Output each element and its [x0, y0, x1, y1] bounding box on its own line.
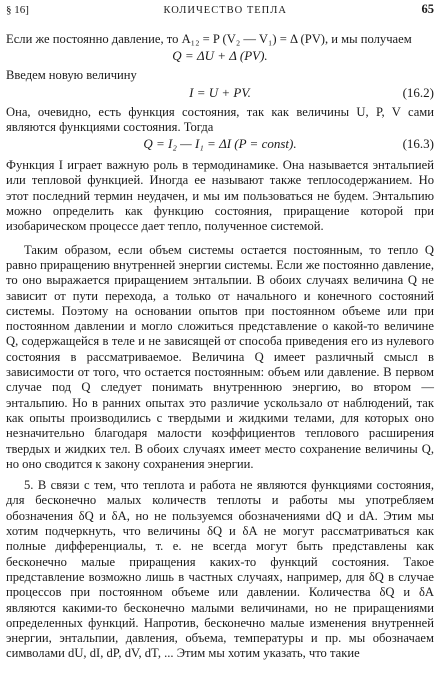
- formula-text: Q = ΔU + Δ (PV).: [172, 48, 268, 64]
- paragraph-pressure: Если же постоянно давление, то A₁₂ = P (V₂ — V₁) = Δ (PV), и мы получаем: [6, 32, 412, 46]
- section-marker: § 16]: [6, 4, 29, 16]
- formula-16-2: [6, 84, 434, 101]
- paragraph-summary: Таким образом, если объем системы остается постоянным, то тепло Q равно приращению внутренней энергии системы. Если же постоянно давление, то оно выражается приращением энтальпии. В обоих случаях величина Q не зависит от пути перехода, а только от начального и конечного состояний системы. Поэтому на основании опытов при постоянном объеме или при постоянном давлении и могло сложиться представление о какой-то величине Q, содержащейся в теле и не зависящей от способа приведения его из нулевого состояния в рассматриваемое. Величина Q имеет различный смысл в зависимости от того, что остается постоянным: объем или давление. В первом случае под Q следует понимать внутреннюю энергию, во втором — энтальпию. Но в ранних опытах это различие ускользало от наблюдений, так как опыты производились с твердыми и жидкими телами, для которых оно незначительно благодаря малости коэффициентов теплового расширения твердых и жидких тел. В обоих случаях имеет место сохранение величины Q, но оно сводится к закону сохранения энергии.: [6, 242, 435, 471]
- page-number: 65: [421, 2, 434, 16]
- book-page: [6, 2, 434, 662]
- equation-number: (16.3): [402, 136, 434, 152]
- formula-text: I = U + PV.: [189, 84, 251, 100]
- paragraph-enthalpy: Функция I играет важную роль в термодинамике. Она называется энтальпией или тепловой функцией. Иногда ее называют также теплосодержанием. Но этот последний термин неудачен, и мы им пользоваться не будем. Энтальпию можно определить как функцию состояния, приращение которой при изобарическом процессе дает тепло, полученное системой.: [6, 158, 434, 234]
- running-title: КОЛИЧЕСТВО ТЕПЛА: [163, 5, 287, 16]
- paragraph-new-quantity: Введем новую величину: [6, 68, 137, 83]
- formula-16-3: [6, 135, 434, 152]
- paragraph-state-function: Она, очевидно, есть функция состояния, так как величины U, P, V сами являются функциями состояния. Тогда: [6, 104, 434, 134]
- equation-number: (16.2): [402, 84, 434, 100]
- running-header: [6, 2, 434, 16]
- formula-text: Q = I₂ — I₁ = ΔI (P = const).: [143, 136, 297, 152]
- formula-q-delta: [6, 47, 434, 64]
- paragraph-item-5: 5. В связи с тем, что теплота и работа не являются функциями состояния, для бесконечно малых количеств теплоты и работы мы употребляем обозначения δQ и δA, но не пользуемся обозначениями dQ и dA. Этим мы хотим подчеркнуть, что величины δQ и δA не могут рассматриваться как полные дифференциалы, т. е. не всегда могут быть представлены как бесконечно малые приращения каких-то функций состояния. Такое представление возможно лишь в частных случаях, например, для δQ в случае процессов при постоянном объеме или давлении. Количества δQ и δA являются какими-то бесконечно малыми величинами, но не приращениями определенных функций. Напротив, бесконечно малые изменения внутренней энергии, энтальпии, давления, объема, температуры и пр. мы обозначаем символами dU, dI, dP, dV, dT, ... Этим мы хотим указать, что такие: [6, 478, 434, 661]
